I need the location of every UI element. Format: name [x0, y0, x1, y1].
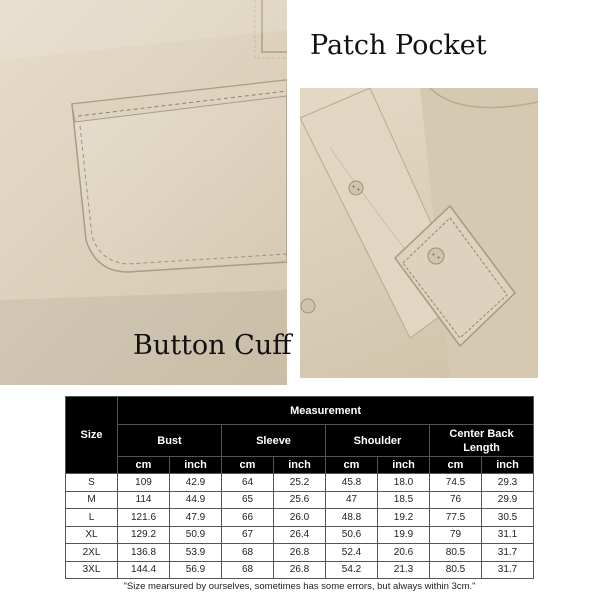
value-cell: 65 [222, 491, 274, 509]
group-header-label: Center Back [449, 427, 514, 440]
value-cell: 25.2 [274, 474, 326, 492]
unit-header: cm [222, 457, 274, 474]
unit-header: inch [482, 457, 534, 474]
value-cell: 31.7 [482, 544, 534, 562]
size-cell: M [66, 491, 118, 509]
value-cell: 25.6 [274, 491, 326, 509]
unit-header: cm [326, 457, 378, 474]
patch-pocket-illustration [0, 0, 287, 385]
group-header-center-back-length [430, 425, 534, 457]
value-cell: 66 [222, 509, 274, 527]
value-cell: 30.5 [482, 509, 534, 527]
size-cell: S [66, 474, 118, 492]
button-cuff-callout: Button Cuff [133, 330, 292, 361]
value-cell: 26.8 [274, 544, 326, 562]
table-row [66, 561, 534, 579]
value-cell: 109 [118, 474, 170, 492]
value-cell: 48.8 [326, 509, 378, 527]
cuff-button-icon [349, 181, 363, 195]
value-cell: 19.9 [378, 526, 430, 544]
value-cell: 21.3 [378, 561, 430, 579]
size-chart-body [66, 474, 534, 579]
table-row [66, 474, 534, 492]
cuff-button-icon [301, 299, 315, 313]
value-cell: 67 [222, 526, 274, 544]
value-cell: 18.0 [378, 474, 430, 492]
size-chart-table [65, 396, 534, 595]
value-cell: 26.4 [274, 526, 326, 544]
value-cell: 56.9 [170, 561, 222, 579]
group-header-label-line2: Length [463, 441, 500, 454]
unit-header: cm [118, 457, 170, 474]
value-cell: 144.4 [118, 561, 170, 579]
size-footnote: "Size mearsured by ourselves, sometimes has some errors, but always within 3cm." [66, 579, 534, 595]
value-cell: 129.2 [118, 526, 170, 544]
size-cell: XL [66, 526, 118, 544]
value-cell: 54.2 [326, 561, 378, 579]
table-row [66, 544, 534, 562]
unit-header: inch [378, 457, 430, 474]
patch-pocket-photo [0, 0, 287, 385]
size-column-header: Size [66, 397, 118, 474]
value-cell: 53.9 [170, 544, 222, 562]
button-cuff-photo [300, 88, 538, 378]
button-cuff-illustration [300, 88, 538, 378]
group-header-bust [118, 425, 222, 457]
unit-header: inch [274, 457, 326, 474]
value-cell: 19.2 [378, 509, 430, 527]
value-cell: 50.9 [170, 526, 222, 544]
value-cell: 136.8 [118, 544, 170, 562]
unit-header: cm [430, 457, 482, 474]
value-cell: 26.8 [274, 561, 326, 579]
table-row [66, 509, 534, 527]
value-cell: 50.6 [326, 526, 378, 544]
value-cell: 80.5 [430, 561, 482, 579]
table-row [66, 491, 534, 509]
patch-pocket-callout: Patch Pocket [310, 30, 487, 61]
value-cell: 31.1 [482, 526, 534, 544]
group-header-label: Shoulder [353, 434, 402, 447]
unit-header: inch [170, 457, 222, 474]
size-cell: L [66, 509, 118, 527]
value-cell: 44.9 [170, 491, 222, 509]
value-cell: 47.9 [170, 509, 222, 527]
group-header-label: Bust [157, 434, 182, 447]
value-cell: 52.4 [326, 544, 378, 562]
value-cell: 29.9 [482, 491, 534, 509]
value-cell: 45.8 [326, 474, 378, 492]
value-cell: 26.0 [274, 509, 326, 527]
value-cell: 76 [430, 491, 482, 509]
value-cell: 31.7 [482, 561, 534, 579]
value-cell: 74.5 [430, 474, 482, 492]
value-cell: 68 [222, 544, 274, 562]
value-cell: 80.5 [430, 544, 482, 562]
table-row [66, 526, 534, 544]
value-cell: 77.5 [430, 509, 482, 527]
value-cell: 64 [222, 474, 274, 492]
value-cell: 79 [430, 526, 482, 544]
group-header-shoulder [326, 425, 430, 457]
value-cell: 114 [118, 491, 170, 509]
value-cell: 121.6 [118, 509, 170, 527]
cuff-button-icon [428, 248, 444, 264]
value-cell: 47 [326, 491, 378, 509]
value-cell: 18.5 [378, 491, 430, 509]
value-cell: 29.3 [482, 474, 534, 492]
value-cell: 20.6 [378, 544, 430, 562]
value-cell: 42.9 [170, 474, 222, 492]
size-cell: 2XL [66, 544, 118, 562]
measurement-header: Measurement [118, 397, 534, 425]
group-header-sleeve [222, 425, 326, 457]
value-cell: 68 [222, 561, 274, 579]
size-cell: 3XL [66, 561, 118, 579]
group-header-label: Sleeve [256, 434, 291, 447]
